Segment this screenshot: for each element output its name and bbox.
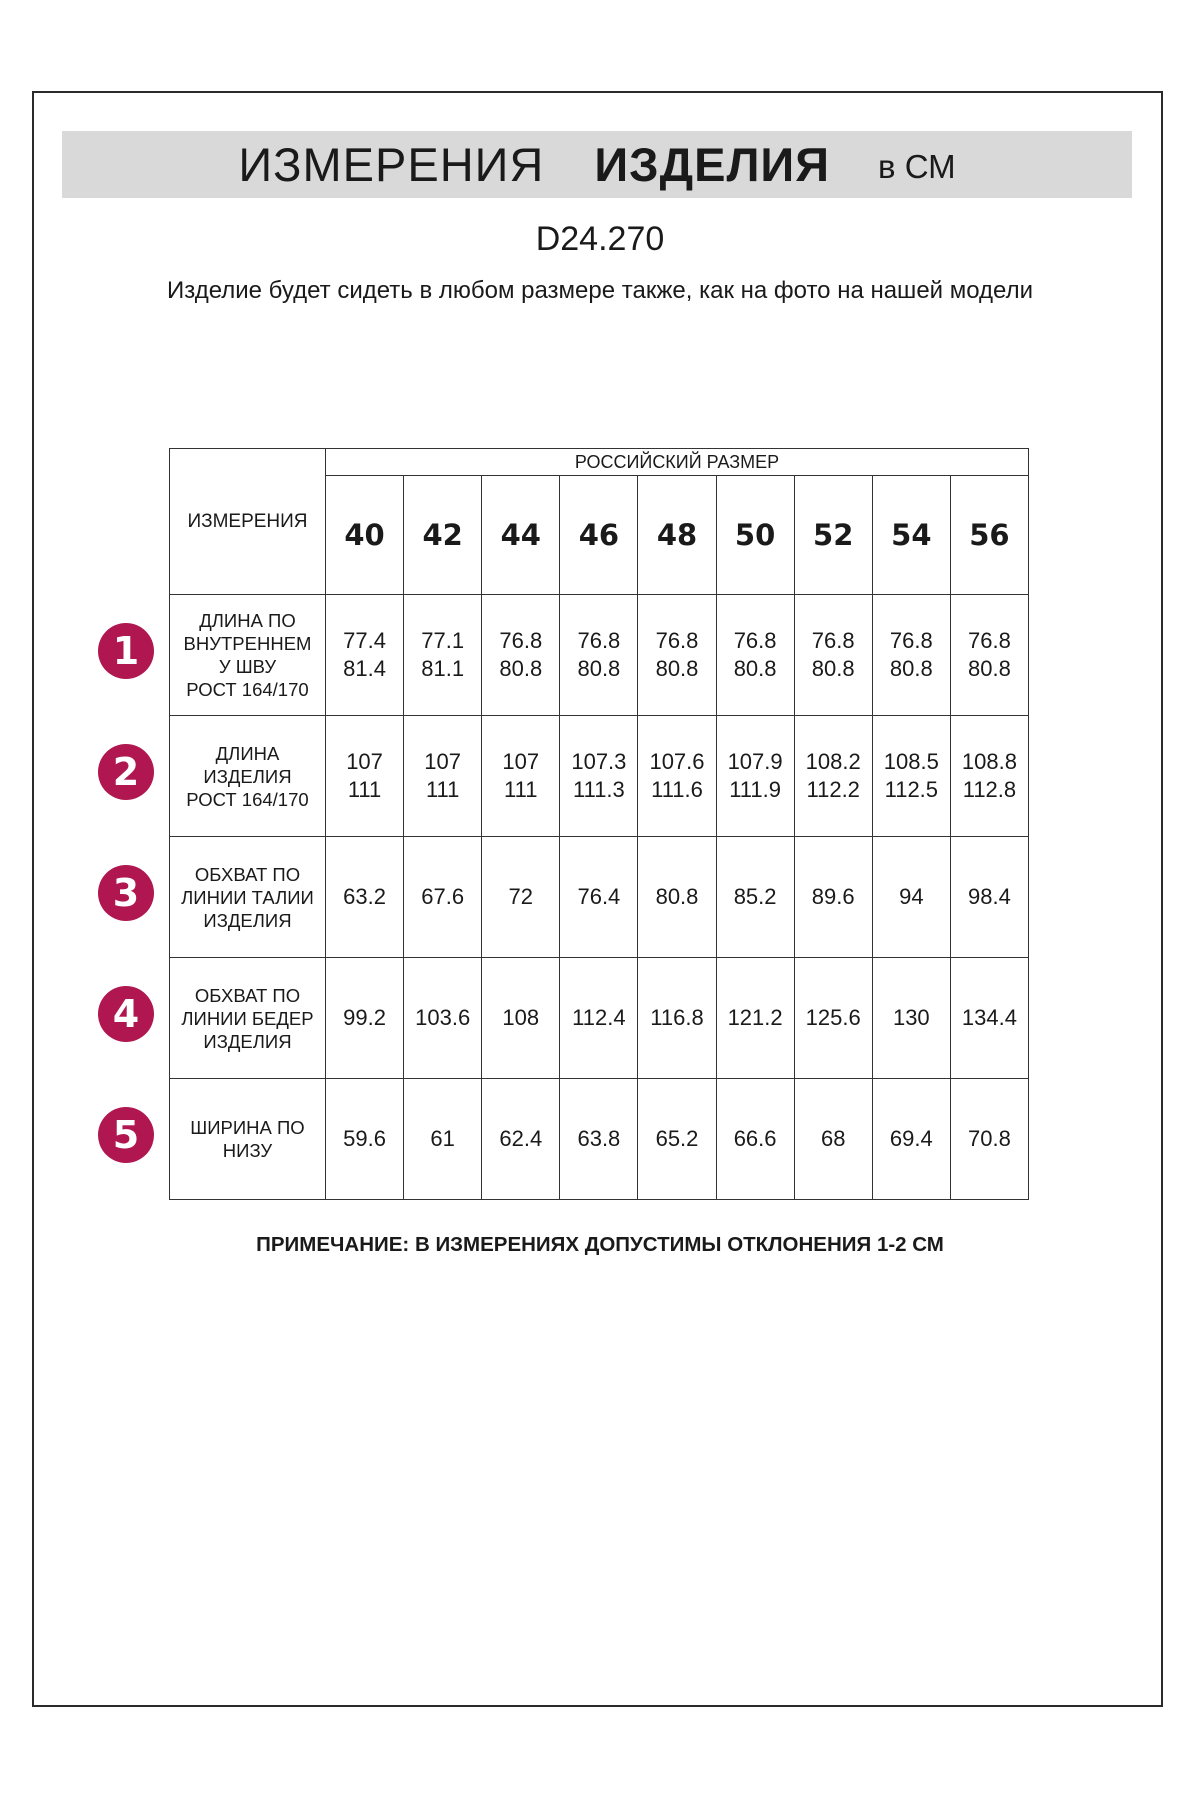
cell-value: 69.4	[889, 1126, 933, 1151]
cell-value: 107	[502, 749, 540, 774]
size-header-54: 54	[872, 476, 950, 595]
cell-value: 111.3	[572, 777, 625, 802]
table-cell	[482, 595, 560, 716]
size-header-56: 56	[950, 476, 1028, 595]
row-number-badge: 1	[98, 623, 154, 679]
fit-note: Изделие будет сидеть в любом размере также, как на фото на нашей модели	[166, 277, 1034, 304]
table-cell	[950, 837, 1028, 958]
table-cell	[950, 1079, 1028, 1200]
table-cell	[326, 958, 404, 1079]
cell-value: 85.2	[733, 884, 777, 909]
cell-value: 111	[504, 777, 538, 802]
row-label	[170, 837, 326, 958]
size-header-44: 44	[482, 476, 560, 595]
table-cell	[638, 958, 716, 1079]
size-header-40: 40	[326, 476, 404, 595]
cell-value: 80.8	[499, 656, 543, 681]
table-cell	[482, 1079, 560, 1200]
cell-value: 63.8	[577, 1126, 621, 1151]
cell-value: 80.8	[811, 656, 855, 681]
russian-size-header: РОССИЙСКИЙ РАЗМЕР	[326, 449, 1029, 476]
product-code: D24.270	[535, 220, 665, 258]
size-header-50: 50	[716, 476, 794, 595]
table-cell	[872, 716, 950, 837]
cell-value: 77.4	[343, 628, 386, 653]
table-cell	[326, 716, 404, 837]
cell-value: 112.5	[884, 777, 939, 802]
row-number-badge: 5	[98, 1107, 154, 1163]
table-cell	[638, 595, 716, 716]
row-number-badge: 4	[98, 986, 154, 1042]
table-cell	[950, 716, 1028, 837]
cell-value: 111.6	[651, 777, 703, 802]
cell-value: 63.2	[343, 884, 386, 909]
row-label-line: РОСТ 164/170	[186, 679, 309, 700]
row-label-line: ИЗДЕЛИЯ	[203, 909, 292, 931]
table-row	[170, 1079, 1029, 1200]
size-header-42: 42	[404, 476, 482, 595]
cell-value: 76.8	[499, 628, 543, 653]
cell-value: 76.8	[968, 628, 1011, 653]
table-cell	[404, 716, 482, 837]
cell-value: 80.8	[577, 656, 621, 681]
cell-value: 65.2	[655, 1126, 699, 1151]
cell-value: 108	[502, 1005, 540, 1030]
cell-value: 134.4	[961, 1005, 1017, 1030]
title-bold: ИЗДЕЛИЯ	[594, 138, 830, 191]
table-cell	[794, 595, 872, 716]
row-label-line: ВНУТРЕННЕМ	[183, 633, 312, 654]
cell-value: 112.2	[806, 777, 860, 802]
cell-value: 111	[347, 777, 382, 802]
cell-value: 77.1	[421, 628, 465, 653]
row-label-line: ДЛИНА	[215, 742, 280, 764]
cell-value: 80.8	[968, 656, 1011, 681]
table-cell	[716, 958, 794, 1079]
title-banner	[62, 131, 1132, 198]
title-regular: ИЗМЕРЕНИЯ	[238, 138, 545, 191]
table-cell	[482, 958, 560, 1079]
cell-value: 107	[346, 749, 383, 774]
cell-value: 80.8	[655, 884, 699, 909]
table-row	[170, 716, 1029, 837]
table-cell	[716, 837, 794, 958]
row-label-line: РОСТ 164/170	[186, 788, 309, 810]
table-cell	[872, 1079, 950, 1200]
table-cell	[794, 837, 872, 958]
table-row	[170, 595, 1029, 716]
row-label-line: ЛИНИИ БЕДЕР	[181, 1007, 314, 1029]
cell-value: 108.5	[883, 749, 939, 774]
row-label	[170, 716, 326, 837]
cell-value: 67.6	[421, 884, 465, 909]
cell-value: 130	[892, 1005, 930, 1030]
cell-value: 103.6	[415, 1005, 471, 1030]
cell-value: 108.2	[805, 749, 861, 774]
cell-value: 81.1	[421, 656, 465, 681]
row-label-line: ЛИНИИ ТАЛИИ	[181, 886, 314, 908]
cell-value: 111.9	[729, 777, 781, 802]
cell-value: 59.6	[343, 1126, 386, 1151]
row-label-line: ДЛИНА ПО	[199, 610, 296, 631]
cell-value: 76.4	[577, 884, 621, 909]
table-cell	[794, 716, 872, 837]
cell-value: 98.4	[968, 884, 1011, 909]
cell-value: 94	[899, 884, 924, 909]
size-table	[169, 448, 1029, 1200]
table-cell	[560, 716, 638, 837]
cell-value: 80.8	[733, 656, 777, 681]
row-label	[170, 958, 326, 1079]
cell-value: 89.6	[811, 884, 855, 909]
table-cell	[404, 1079, 482, 1200]
row-label-line: НИЗУ	[222, 1140, 273, 1161]
row-label-line: ИЗДЕЛИЯ	[203, 765, 292, 787]
row-label-line: ШИРИНА ПО	[190, 1117, 305, 1138]
table-cell	[482, 716, 560, 837]
table-cell	[638, 716, 716, 837]
cell-value: 80.8	[655, 656, 699, 681]
table-cell	[326, 595, 404, 716]
cell-value: 107.6	[649, 749, 705, 774]
row-number-badge: 3	[98, 865, 154, 921]
cell-value: 62.4	[499, 1126, 543, 1151]
size-header-46: 46	[560, 476, 638, 595]
cell-value: 108.8	[961, 749, 1017, 774]
table-cell	[638, 1079, 716, 1200]
cell-value: 81.4	[343, 656, 386, 681]
cell-value: 61	[430, 1126, 455, 1151]
table-cell	[716, 595, 794, 716]
footnote: ПРИМЕЧАНИЕ: В ИЗМЕРЕНИЯХ ДОПУСТИМЫ ОТКЛОНЕНИЯ 1-2 СМ	[256, 1233, 944, 1256]
table-cell	[404, 837, 482, 958]
table-cell	[794, 1079, 872, 1200]
cell-value: 107.3	[571, 749, 627, 774]
cell-value: 76.8	[811, 628, 855, 653]
table-row	[170, 958, 1029, 1079]
cell-value: 68	[820, 1126, 846, 1151]
measurements-header: ИЗМЕРЕНИЯ	[170, 449, 326, 595]
cell-value: 112.4	[572, 1005, 626, 1030]
cell-value: 66.6	[733, 1126, 777, 1151]
cell-value: 121.2	[727, 1005, 783, 1030]
cell-value: 116.8	[650, 1005, 704, 1030]
row-label	[170, 595, 326, 716]
cell-value: 72	[508, 884, 534, 909]
row-label-line: У ШВУ	[218, 656, 277, 677]
table-cell	[716, 1079, 794, 1200]
cell-value: 76.8	[655, 628, 699, 653]
table-cell	[560, 958, 638, 1079]
cell-value: 107	[424, 749, 462, 774]
cell-value: 76.8	[889, 628, 933, 653]
size-header-52: 52	[794, 476, 872, 595]
table-cell	[326, 837, 404, 958]
table-cell	[872, 837, 950, 958]
cell-value: 76.8	[733, 628, 777, 653]
size-header-48: 48	[638, 476, 716, 595]
cell-value: 70.8	[968, 1126, 1011, 1151]
row-label	[170, 1079, 326, 1200]
row-label-line: ИЗДЕЛИЯ	[203, 1030, 292, 1052]
cell-value: 80.8	[889, 656, 933, 681]
table-cell	[716, 716, 794, 837]
title-unit: в СМ	[878, 147, 956, 185]
table-cell	[560, 837, 638, 958]
table-cell	[950, 595, 1028, 716]
cell-value: 107.9	[727, 749, 783, 774]
table-cell	[404, 595, 482, 716]
row-label-line: ОБХВАТ ПО	[194, 863, 301, 885]
cell-value: 99.2	[343, 1005, 386, 1030]
cell-value: 76.8	[577, 628, 621, 653]
table-cell	[560, 1079, 638, 1200]
cell-value: 111	[425, 777, 460, 802]
table-cell	[638, 837, 716, 958]
table-cell	[482, 837, 560, 958]
table-cell	[872, 958, 950, 1079]
table-row	[170, 837, 1029, 958]
table-cell	[404, 958, 482, 1079]
table-cell	[794, 958, 872, 1079]
cell-value: 112.8	[962, 777, 1017, 802]
table-cell	[950, 958, 1028, 1079]
table-cell	[326, 1079, 404, 1200]
table-cell	[560, 595, 638, 716]
table-cell	[872, 595, 950, 716]
row-number-badge: 2	[98, 744, 154, 800]
row-label-line: ОБХВАТ ПО	[194, 984, 301, 1006]
cell-value: 125.6	[805, 1005, 861, 1030]
